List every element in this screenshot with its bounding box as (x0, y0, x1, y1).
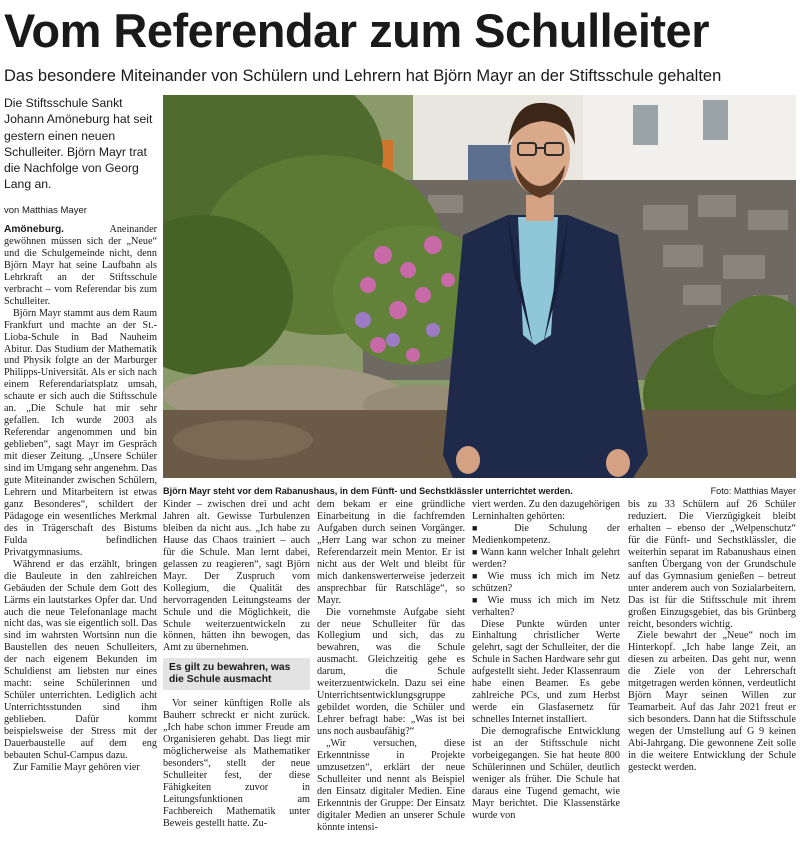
article-column-1 (4, 224, 157, 842)
photo-illustration (163, 95, 796, 478)
article-paragraph: dem bekam er eine gründliche Einarbeitung in die fachfremden Aufgaben durch seinen Vorgänger. „Herr Lang war schon zu meiner Referendarzeit mein Mentor. Er ist nicht aus der Welt und bleibt für mich dankenswerterweise jederzeit ansprechbar für Ratschläge“, so Mayr. (317, 499, 465, 606)
headline: Vom Referendar zum Schulleiter (4, 4, 709, 57)
article-column-5 (628, 499, 796, 842)
subheadline: Das besondere Miteinander von Schülern und Lehrern hat Björn Mayr an der Stiftsschule gehalten (4, 67, 722, 85)
dateline: Amöneburg. (4, 224, 64, 235)
bullet-item: ■ Die Schulung der Medienkompetenz. (472, 523, 620, 547)
paragraph-text: Aneinander gewöhnen müssen sich der „Neue“ und die Schulgemeinde nicht, denn Björn Mayr hat seine Laufbahn als Lehrkraft an der Stiftsschule verbracht – vom Referendar bis zum Schulleiter. (4, 224, 157, 307)
article-paragraph: Die vornehmste Aufgabe sieht der neue Schulleiter für das Kollegium und sich, das zu bewahren, was die Schule ausmacht. Gleichzeitig gehe es darum, die Schule weiterzuentwickeln. Dazu sei eine Unterrichtsentwicklungsgruppe gebildet worden, die Schüler und Lehrer befragt habe: „Was ist bei uns noch ausbaufähig?“ (317, 606, 465, 738)
lead-paragraph: Die Stiftsschule Sankt Johann Amöneburg hat seit gestern einen neuen Schulleiter. Björn Mayr trat die Nachfolge von Georg Lang an. (4, 96, 153, 192)
article-paragraph: Zur Familie Mayr gehören vier (13, 761, 140, 773)
article-subheading: Es gilt zu bewahren, was die Schule ausmacht (163, 658, 310, 690)
article-paragraph: bis zu 33 Schülern auf 26 Schüler reduziert. Die Vierzügigkeit bleibt erhalten – ebenso der „Welpenschutz“ für die Fünft- und Sechstklässler, die weiterhin separat im Rabanushaus einen sanften Übergang von der Grundschule auf das Gymnasium genießen – betreut unter anderem auch von Sozialarbeitern. Das ist für die Stiftsschule mit ihrem großen Einzugsgebiet, das bis Grünberg reicht, besonders wichtig. (628, 499, 796, 630)
article-paragraph: Die demografische Entwicklung ist an der Stiftsschule nicht vorbeigegangen. Sie hat heute 800 Schülerinnen und Schüler, deutlich weniger als früher. Die Schule hat daraus eine Tugend gemacht, wie Mayr berichtet. Die Klassenstärke wurde von (472, 726, 620, 821)
article-paragraph: Während er das erzählt, bringen die Bauleute in den zahlreichen Gebäuden der Schule dem Gott des Lärms ein lautstarkes Opfer dar. Und auch die neue Telefonanlage macht nicht das, was sie eigentlich soll. Das sind im wahrsten Wortsinn nun die Baustellen des neuen Schulleiters, der nach eigenem Bekunden im Schuldienst am liebsten nur eines macht: seine Schülerinnen und Schüler unterrichten. Lediglich acht Unterrichtsstunden sind ihm geblieben. Dafür kommt beispielsweise der Stress mit der Dauerbaustelle auf dem eng bebauten Schul-Campus dazu. (4, 558, 157, 761)
article-column-2 (163, 499, 310, 842)
article-paragraph: Vor seiner künftigen Rolle als Bauherr schreckt er nicht zurück. „Ich habe schon immer Freude am Organisieren gehabt. Das liegt mir möglicherweise als Mathematiker besonders“, stellt der neue Schulleiter fest, der diese Fähigkeiten zuvor in Leitungsfunktionen am Fachbereich Mathematik unter Beweis gestellt hatte. Zu- (163, 698, 310, 829)
article-paragraph (4, 224, 157, 308)
article-photo (163, 95, 796, 478)
article-paragraph: Ziele bewahrt der „Neue“ noch im Hinterkopf. „Ich habe lange Zeit, an diesen zu arbeiten. Das geht nur, wenn die Ziele von der Lehrerschaft mitgetragen werden können, verdeutlicht Björn Mayr seinen Willen zur Teamarbeit. Auf das Jahr 2021 freut er sich besonders. Dann hat die Stiftsschule wegen der Umstellung auf G 9 keinen Abi-Jahrgang. Die gewonnene Zeit solle in die weitere Entwicklung der Schule gesteckt werden. (628, 630, 796, 773)
article-paragraph: „Wir versuchen, diese Erkenntnisse in Projekte umzusetzen“, erklärt der neue Schulleiter und nennt als Beispiel den Einsatz digitaler Medien. Eine Erkenntnis der Gruppe: Der Einsatz digitaler Medien an unserer Schule könnte intensi- (317, 738, 465, 833)
article-paragraph: Kinder – zwischen drei und acht Jahren alt. Gewisse Turbulenzen bleiben da nicht aus. „Ich habe zu Hause das Chaos trainiert – auch für die Schule. Man lernt dabei, gelassen zu reagieren“, sagt Björn Mayr. Der Zuspruch vom Kollegium, die Qualität des hervorragenden Leitungsteams der Schule und die Möglichkeit, die Schule weiterzuentwickeln zu können, hätten ihn bewogen, das Amt zu übernehmen. (163, 499, 310, 654)
article-column-3 (317, 499, 465, 842)
bullet-item: ■ Wie muss ich mich im Netz schützen? (472, 571, 620, 595)
byline: von Matthias Mayer (4, 205, 87, 216)
bullet-item: ■ Wann kann welcher Inhalt gelehrt werden? (472, 547, 620, 571)
article-paragraph: viert werden. Zu den dazugehörigen Lerninhalten gehörten: (472, 499, 620, 522)
bullet-item: ■ Wie muss ich mich im Netz verhalten? (472, 595, 620, 619)
article-paragraph: Björn Mayr stammt aus dem Raum Frankfurt und machte an der St.-Lioba-Schule in Bad Nauheim Abitur. Das Studium der Mathematik und Physik folgte an der Marburger Philipps-Universität. Als er sich nach einem Referendariatsplatz umsah, schaute er sich auch die Stiftsschule an. „Die Schule hat mir sehr gefallen. Ich wurde 2003 als Referendar angenommen und bin geblieben“, sagt Mayr im Gespräch mit dieser Zeitung. „Unsere Schüler sind im Umgang sehr angenehm. Das gute Miteinander zwischen Schülern, Lehrern und Mitarbeitern ist etwas ganz Besonderes“, schildert der Pädagoge ein wesentliches Merkmal des in Trägerschaft des Bistums Fulda befindlichen Privatgymnasiums. (4, 307, 157, 558)
photo-credit: Foto: Matthias Mayer (710, 486, 796, 496)
article-paragraph: Diese Punkte würden unter Einhaltung christlicher Werte gelehrt, sagt der Schulleiter, der die Schule in Sachen Hardware sehr gut aufgestellt sieht. Jeder Klassenraum habe einen Beamer. Es gebe zahlreiche PCs, und zum Herbst werde ein Glasfasernetz für schnelles Internet installiert. (472, 618, 620, 726)
photo-caption: Björn Mayr steht vor dem Rabanushaus, in dem Fünft- und Sechstklässler unterrichtet werden. (163, 486, 573, 496)
article-column-4 (472, 499, 620, 842)
